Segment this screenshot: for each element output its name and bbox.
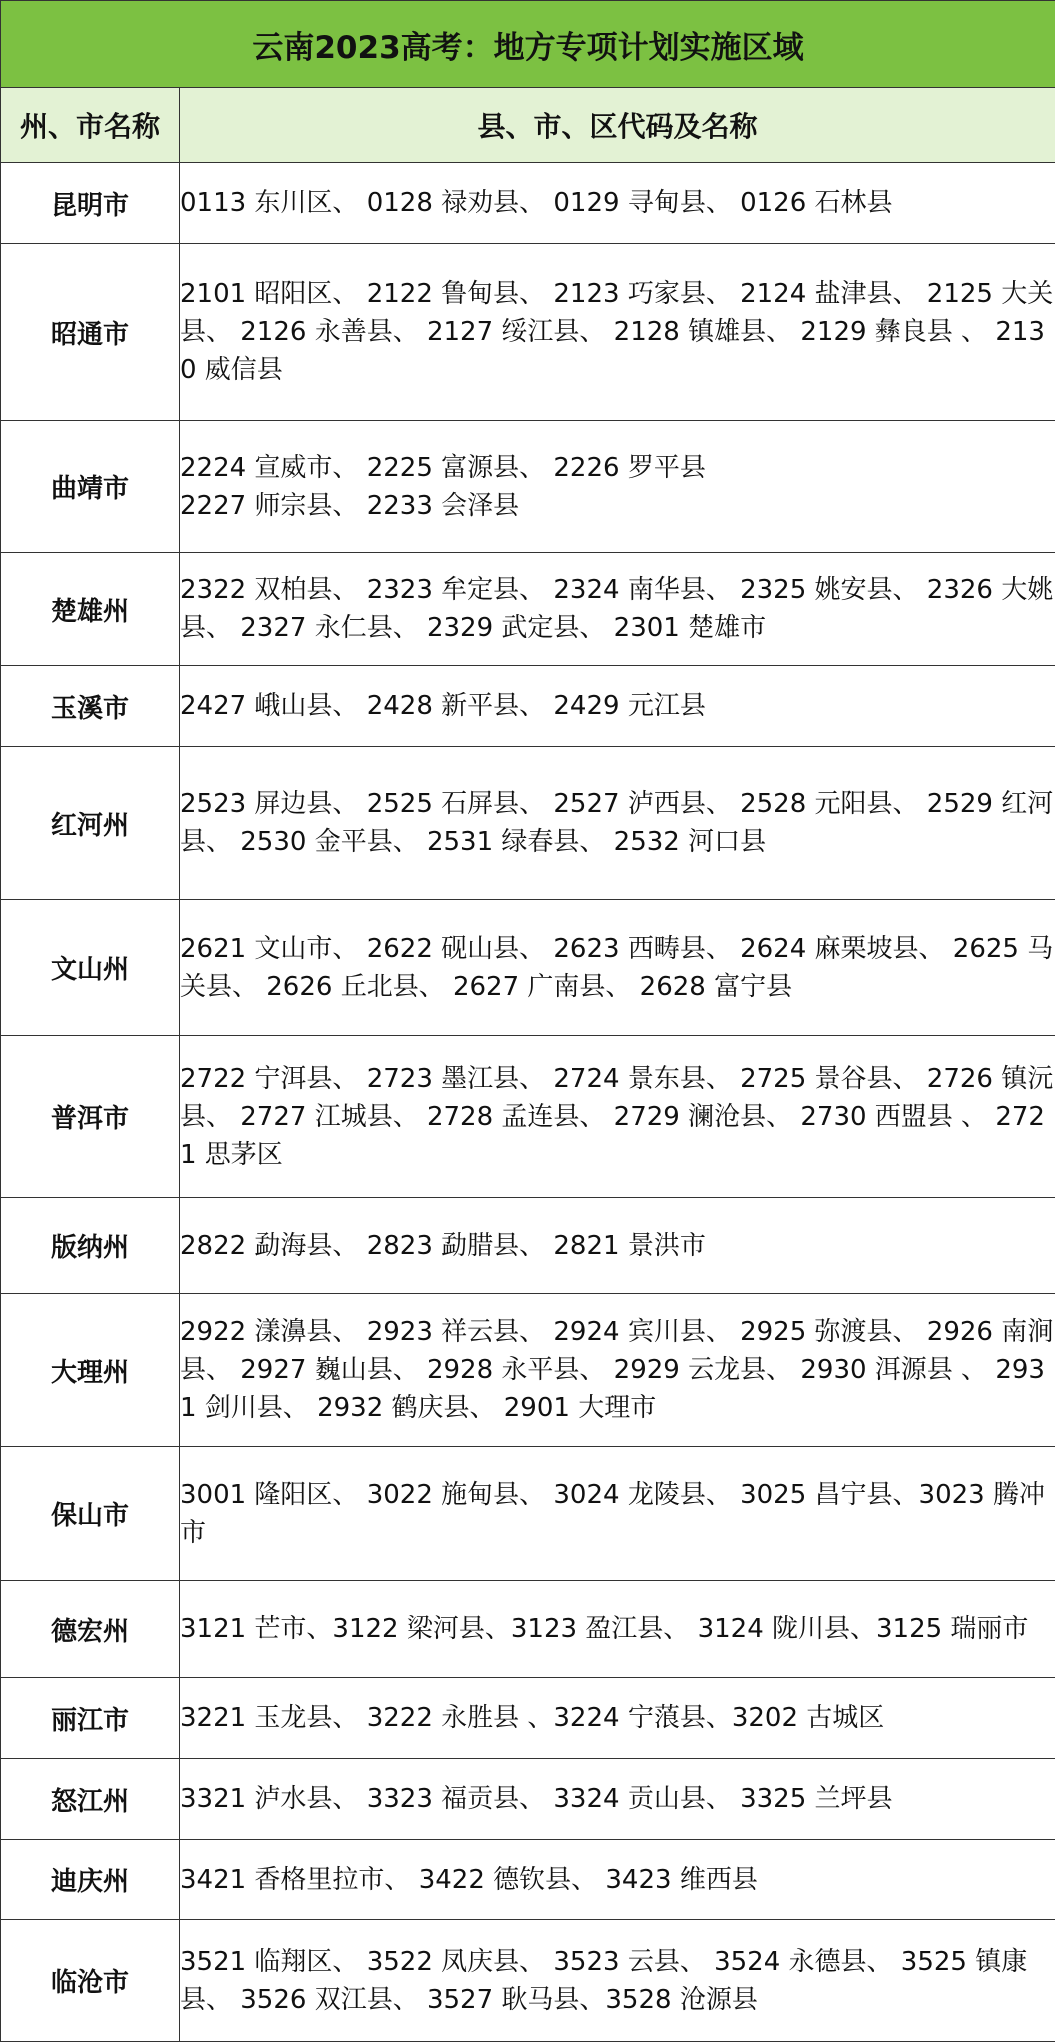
table-row [1,1678,1055,1759]
region-name: 楚雄州 [1,553,180,666]
county-list: 3001 隆阳区、 3022 施甸县、 3024 龙陵县、 3025 昌宁县、3023 腾冲市 [180,1447,1055,1581]
county-list: 2722 宁洱县、 2723 墨江县、 2724 景东县、 2725 景谷县、 2726 镇沅县、 2727 江城县、 2728 孟连县、 2729 澜沧县、 2730 西盟县 、 2721 思茅区 [180,1036,1055,1198]
region-name: 曲靖市 [1,421,180,553]
table-row [1,1198,1055,1294]
table-title: 云南2023高考：地方专项计划实施区域 [1,1,1055,88]
table-row [1,1447,1055,1581]
region-name: 迪庆州 [1,1840,180,1920]
county-list: 3521 临翔区、 3522 凤庆县、 3523 云县、 3524 永德县、 3525 镇康县、 3526 双江县、 3527 耿马县、3528 沧源县 [180,1920,1055,2042]
region-name: 德宏州 [1,1581,180,1678]
region-name: 玉溪市 [1,666,180,747]
table-row [1,1920,1055,2042]
table-row [1,747,1055,900]
table-row [1,421,1055,553]
table-row [1,163,1055,244]
table-row [1,666,1055,747]
region-name: 保山市 [1,1447,180,1581]
county-list: 2322 双柏县、 2323 牟定县、 2324 南华县、 2325 姚安县、 2326 大姚县、 2327 永仁县、 2329 武定县、 2301 楚雄市 [180,553,1055,666]
county-list: 2922 漾濞县、 2923 祥云县、 2924 宾川县、 2925 弥渡县、 2926 南涧县、 2927 巍山县、 2928 永平县、 2929 云龙县、 2930 洱源县 、 2931 剑川县、 2932 鹤庆县、 2901 大理市 [180,1294,1055,1447]
county-list: 3121 芒市、3122 梁河县、3123 盈江县、 3124 陇川县、3125 瑞丽市 [180,1581,1055,1678]
region-name: 普洱市 [1,1036,180,1198]
region-name: 临沧市 [1,1920,180,2042]
title-row [1,1,1055,88]
county-list: 0113 东川区、 0128 禄劝县、 0129 寻甸县、 0126 石林县 [180,163,1055,244]
header-name: 州、市名称 [1,88,180,163]
table-row [1,900,1055,1036]
table-row [1,553,1055,666]
county-list: 3321 泸水县、 3323 福贡县、 3324 贡山县、 3325 兰坪县 [180,1759,1055,1840]
table-row [1,1036,1055,1198]
table-row [1,1759,1055,1840]
county-list-line: 2227 师宗县、 2233 会泽县 [180,490,520,521]
county-list: 2621 文山市、 2622 砚山县、 2623 西畴县、 2624 麻栗坡县、 2625 马关县、 2626 丘北县、 2627 广南县、 2628 富宁县 [180,900,1055,1036]
region-name: 昆明市 [1,163,180,244]
region-name: 昭通市 [1,244,180,421]
county-list: 3221 玉龙县、 3222 永胜县 、3224 宁蒗县、3202 古城区 [180,1678,1055,1759]
region-name: 怒江州 [1,1759,180,1840]
table-row [1,1581,1055,1678]
region-name: 版纳州 [1,1198,180,1294]
county-list [180,421,1055,553]
region-name: 丽江市 [1,1678,180,1759]
region-name: 红河州 [1,747,180,900]
county-list: 2523 屏边县、 2525 石屏县、 2527 泸西县、 2528 元阳县、 2529 红河县、 2530 金平县、 2531 绿春县、 2532 河口县 [180,747,1055,900]
header-row [1,88,1055,163]
county-list-line: 2224 宣威市、 2225 富源县、 2226 罗平县 [180,452,706,483]
table-row [1,1294,1055,1447]
table-row [1,1840,1055,1920]
county-list: 2101 昭阳区、 2122 鲁甸县、 2123 巧家县、 2124 盐津县、 2125 大关县、 2126 永善县、 2127 绥江县、 2128 镇雄县、 2129 彝良县 、 2130 威信县 [180,244,1055,421]
region-name: 文山州 [1,900,180,1036]
table-body [1,163,1055,2042]
region-name: 大理州 [1,1294,180,1447]
table-row [1,244,1055,421]
county-list: 3421 香格里拉市、 3422 德钦县、 3423 维西县 [180,1840,1055,1920]
header-list: 县、市、区代码及名称 [180,88,1055,163]
county-list: 2822 勐海县、 2823 勐腊县、 2821 景洪市 [180,1198,1055,1294]
county-list: 2427 峨山县、 2428 新平县、 2429 元江县 [180,666,1055,747]
